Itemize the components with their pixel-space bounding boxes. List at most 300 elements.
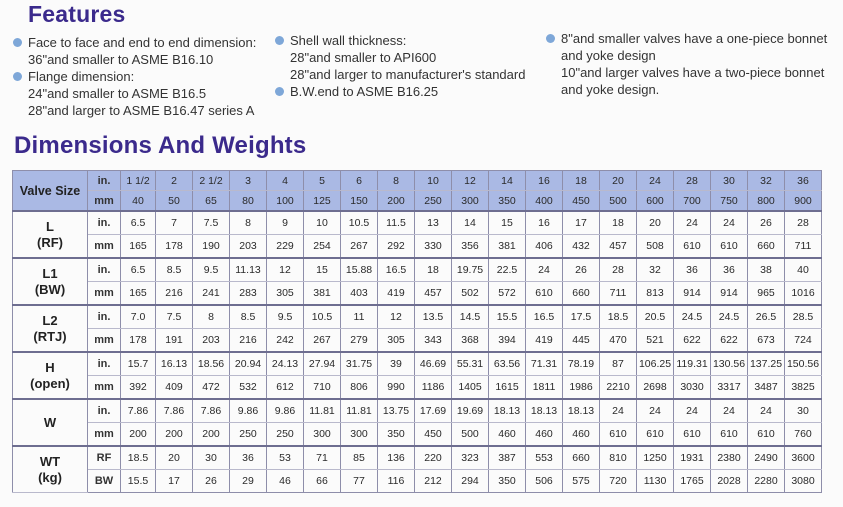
table-cell: 78.19 [563, 352, 600, 376]
table-cell: 710 [304, 376, 341, 400]
size-mm-cell: 500 [600, 191, 637, 212]
table-cell: 7 [156, 211, 193, 235]
table-cell: 283 [230, 282, 267, 306]
table-cell: 24 [674, 211, 711, 235]
table-cell: 24 [711, 399, 748, 423]
table-cell: 116 [378, 470, 415, 493]
feature-text: 36"and smaller to ASME B16.10 [28, 52, 214, 67]
table-cell: 39 [378, 352, 415, 376]
size-mm-cell: 50 [156, 191, 193, 212]
table-cell: 300 [304, 423, 341, 447]
size-mm-cell: 250 [415, 191, 452, 212]
table-cell: 724 [785, 329, 822, 353]
table-cell: 26 [563, 258, 600, 282]
bullet-icon [275, 87, 284, 96]
table-cell: 279 [341, 329, 378, 353]
size-mm-cell: 600 [637, 191, 674, 212]
table-cell: 15.5 [489, 305, 526, 329]
table-cell: 28 [600, 258, 637, 282]
table-cell: 350 [489, 470, 526, 493]
table-cell: 305 [378, 329, 415, 353]
table-cell: 200 [156, 423, 193, 447]
size-mm-cell: 100 [267, 191, 304, 212]
size-in-cell: 2 1/2 [193, 171, 230, 191]
table-cell: 241 [193, 282, 230, 306]
table-cell: 17.69 [415, 399, 452, 423]
feature-item [275, 83, 525, 100]
dimensions-title: Dimensions And Weights [14, 132, 307, 159]
row-label [13, 211, 88, 258]
table-cell: 472 [193, 376, 230, 400]
table-cell: 419 [526, 329, 563, 353]
table-cell: 165 [121, 235, 156, 259]
table-cell: 12 [378, 305, 415, 329]
size-in-cell: 28 [674, 171, 711, 191]
table-cell: 24 [711, 211, 748, 235]
table-cell: 27.94 [304, 352, 341, 376]
table-cell: 18.5 [121, 446, 156, 470]
feature-item [546, 30, 827, 47]
table-cell: 14 [452, 211, 489, 235]
table-cell: 26 [748, 211, 785, 235]
table-cell: 7.5 [156, 305, 193, 329]
table-cell: 63.56 [489, 352, 526, 376]
table-cell: 11 [341, 305, 378, 329]
table-cell: 610 [748, 423, 785, 447]
table-cell: 15.7 [121, 352, 156, 376]
table-cell: 130.56 [711, 352, 748, 376]
dimensions-table [12, 170, 822, 493]
table-cell: 1615 [489, 376, 526, 400]
unit-label: mm [88, 376, 121, 400]
feature-text: 28"and smaller to API600 [290, 50, 437, 65]
table-cell: 87 [600, 352, 637, 376]
table-cell: 11.81 [341, 399, 378, 423]
table-cell: 15.5 [121, 470, 156, 493]
table-cell: 20.5 [637, 305, 674, 329]
table-cell: 1130 [637, 470, 674, 493]
table-cell: 10 [304, 211, 341, 235]
table-cell: 300 [341, 423, 378, 447]
table-cell: 9.5 [267, 305, 304, 329]
size-in-cell: 4 [267, 171, 304, 191]
table-cell: 254 [304, 235, 341, 259]
table-cell: 460 [526, 423, 563, 447]
table-cell: 1931 [674, 446, 711, 470]
table-cell: 711 [600, 282, 637, 306]
table-cell: 17.5 [563, 305, 600, 329]
table-cell: 610 [674, 235, 711, 259]
table-cell: 660 [563, 446, 600, 470]
table-cell: 267 [341, 235, 378, 259]
table-cell: 77 [341, 470, 378, 493]
table-cell: 9.86 [230, 399, 267, 423]
table-cell: 36 [711, 258, 748, 282]
row-label-sub: (kg) [38, 469, 62, 485]
table-cell: 53 [267, 446, 304, 470]
table-cell: 8 [193, 305, 230, 329]
table-cell: 55.31 [452, 352, 489, 376]
table-cell: 1186 [415, 376, 452, 400]
table-cell: 220 [415, 446, 452, 470]
table-cell: 3030 [674, 376, 711, 400]
size-in-cell: 30 [711, 171, 748, 191]
table-cell: 622 [711, 329, 748, 353]
table-cell: 11.81 [304, 399, 341, 423]
unit-label: RF [88, 446, 121, 470]
table-cell: 9.86 [267, 399, 304, 423]
table-cell: 24 [637, 399, 674, 423]
valve-size-header: Valve Size [13, 171, 88, 212]
table-cell: 85 [341, 446, 378, 470]
table-cell: 914 [711, 282, 748, 306]
table-cell: 17 [563, 211, 600, 235]
size-in-cell: 10 [415, 171, 452, 191]
row-label [13, 305, 88, 352]
table-cell: 305 [267, 282, 304, 306]
size-in-cell: 24 [637, 171, 674, 191]
row-label [13, 258, 88, 305]
unit-label: in. [88, 211, 121, 235]
feature-text: and yoke design [561, 48, 656, 63]
table-cell: 532 [230, 376, 267, 400]
feature-item [13, 34, 256, 51]
table-cell: 343 [415, 329, 452, 353]
row-label-main: L [46, 218, 54, 234]
feature-text: 24"and smaller to ASME B16.5 [28, 86, 207, 101]
table-cell: 8.5 [156, 258, 193, 282]
table-cell: 16.5 [526, 305, 563, 329]
size-in-cell: 18 [563, 171, 600, 191]
table-cell: 250 [230, 423, 267, 447]
table-cell: 387 [489, 446, 526, 470]
table-cell: 46.69 [415, 352, 452, 376]
table-cell: 18.13 [563, 399, 600, 423]
table-cell: 250 [267, 423, 304, 447]
table-cell: 450 [415, 423, 452, 447]
row-label [13, 352, 88, 399]
table-cell: 191 [156, 329, 193, 353]
table-cell: 30 [785, 399, 822, 423]
table-cell: 7.86 [193, 399, 230, 423]
feature-text: Face to face and end to end dimension: [28, 35, 257, 50]
unit-label: mm [88, 191, 121, 212]
feature-text: Shell wall thickness: [290, 33, 407, 48]
table-cell: 460 [489, 423, 526, 447]
table-cell: 106.25 [637, 352, 674, 376]
table-cell: 15 [489, 211, 526, 235]
table-cell: 16 [526, 211, 563, 235]
table-cell: 2028 [711, 470, 748, 493]
table-cell: 419 [378, 282, 415, 306]
table-cell: 553 [526, 446, 563, 470]
row-label-main: W [43, 414, 57, 430]
table-cell: 7.0 [121, 305, 156, 329]
table-cell: 2490 [748, 446, 785, 470]
table-cell: 3317 [711, 376, 748, 400]
table-cell: 24 [526, 258, 563, 282]
table-cell: 229 [267, 235, 304, 259]
table-cell: 19.69 [452, 399, 489, 423]
table-cell: 392 [121, 376, 156, 400]
table-cell: 203 [230, 235, 267, 259]
size-in-cell: 12 [452, 171, 489, 191]
unit-label: in. [88, 399, 121, 423]
table-cell: 22.5 [489, 258, 526, 282]
table-cell: 813 [637, 282, 674, 306]
table-cell: 990 [378, 376, 415, 400]
table-cell: 178 [156, 235, 193, 259]
table-cell: 24 [748, 399, 785, 423]
table-cell: 13.5 [415, 305, 452, 329]
table-cell: 368 [452, 329, 489, 353]
table-cell: 18.13 [489, 399, 526, 423]
bullet-icon [13, 38, 22, 47]
table-cell: 660 [563, 282, 600, 306]
table-cell: 15 [304, 258, 341, 282]
size-mm-cell: 150 [341, 191, 378, 212]
table-cell: 24 [674, 399, 711, 423]
table-cell: 1811 [526, 376, 563, 400]
size-in-cell: 5 [304, 171, 341, 191]
table-cell: 610 [674, 423, 711, 447]
table-cell: 190 [193, 235, 230, 259]
table-cell: 610 [600, 423, 637, 447]
unit-label: in. [88, 258, 121, 282]
table-cell: 7.86 [121, 399, 156, 423]
table-cell: 15.88 [341, 258, 378, 282]
table-cell: 38 [748, 258, 785, 282]
table-cell: 36 [230, 446, 267, 470]
feature-text: 10"and larger valves have a two-piece bonnet [561, 65, 825, 80]
table-cell: 610 [711, 235, 748, 259]
table-cell: 720 [600, 470, 637, 493]
table-cell: 294 [452, 470, 489, 493]
table-cell: 292 [378, 235, 415, 259]
table-cell: 24 [600, 399, 637, 423]
bullet-icon [275, 36, 284, 45]
table-cell: 12 [267, 258, 304, 282]
table-cell: 622 [674, 329, 711, 353]
bullet-icon [546, 34, 555, 43]
table-cell: 1016 [785, 282, 822, 306]
table-cell: 71 [304, 446, 341, 470]
size-mm-cell: 900 [785, 191, 822, 212]
size-in-cell: 36 [785, 171, 822, 191]
bullet-icon [13, 72, 22, 81]
table-cell: 660 [748, 235, 785, 259]
table-cell: 506 [526, 470, 563, 493]
unit-label: mm [88, 329, 121, 353]
size-mm-cell: 350 [489, 191, 526, 212]
table-cell: 26 [193, 470, 230, 493]
table-cell: 216 [230, 329, 267, 353]
table-cell: 9 [267, 211, 304, 235]
table-cell: 18.56 [193, 352, 230, 376]
size-mm-cell: 80 [230, 191, 267, 212]
table-cell: 200 [121, 423, 156, 447]
table-cell: 18 [415, 258, 452, 282]
table-cell: 11.5 [378, 211, 415, 235]
feature-text: 28"and larger to ASME B16.47 series A [28, 103, 255, 118]
table-cell: 409 [156, 376, 193, 400]
table-cell: 502 [452, 282, 489, 306]
table-cell: 216 [156, 282, 193, 306]
table-cell: 24.5 [674, 305, 711, 329]
size-mm-cell: 200 [378, 191, 415, 212]
table-cell: 137.25 [748, 352, 785, 376]
table-cell: 200 [193, 423, 230, 447]
table-cell: 3487 [748, 376, 785, 400]
table-cell: 1765 [674, 470, 711, 493]
features-title: Features [28, 1, 126, 27]
table-cell: 6.5 [121, 258, 156, 282]
table-cell: 267 [304, 329, 341, 353]
size-mm-cell: 40 [121, 191, 156, 212]
table-cell: 457 [600, 235, 637, 259]
feature-text: 28"and larger to manufacturer's standard [290, 67, 526, 82]
table-cell: 7.86 [156, 399, 193, 423]
table-cell: 711 [785, 235, 822, 259]
size-in-cell: 20 [600, 171, 637, 191]
table-cell: 8 [230, 211, 267, 235]
size-mm-cell: 125 [304, 191, 341, 212]
features-column-1 [13, 34, 256, 119]
table-cell: 30 [193, 446, 230, 470]
table-cell: 2280 [748, 470, 785, 493]
table-cell: 1986 [563, 376, 600, 400]
table-cell: 9.5 [193, 258, 230, 282]
table-cell: 1250 [637, 446, 674, 470]
size-in-cell: 8 [378, 171, 415, 191]
table-cell: 10.5 [341, 211, 378, 235]
table-cell: 20.94 [230, 352, 267, 376]
table-cell: 178 [121, 329, 156, 353]
feature-text: Flange dimension: [28, 69, 135, 84]
feature-item [275, 32, 525, 49]
table-cell: 330 [415, 235, 452, 259]
table-cell: 8.5 [230, 305, 267, 329]
table-cell: 6.5 [121, 211, 156, 235]
table-cell: 457 [415, 282, 452, 306]
feature-text: and yoke design. [561, 82, 660, 97]
table-cell: 32 [637, 258, 674, 282]
size-mm-cell: 450 [563, 191, 600, 212]
row-label [13, 446, 88, 493]
table-cell: 381 [304, 282, 341, 306]
table-cell: 356 [452, 235, 489, 259]
table-cell: 806 [341, 376, 378, 400]
table-cell: 20 [637, 211, 674, 235]
unit-label: BW [88, 470, 121, 493]
table-cell: 46 [267, 470, 304, 493]
table-cell: 610 [526, 282, 563, 306]
unit-label: in. [88, 171, 121, 191]
table-cell: 3825 [785, 376, 822, 400]
table-cell: 19.75 [452, 258, 489, 282]
table-cell: 18.13 [526, 399, 563, 423]
table-cell: 323 [452, 446, 489, 470]
unit-label: in. [88, 352, 121, 376]
table-cell: 212 [415, 470, 452, 493]
table-cell: 11.13 [230, 258, 267, 282]
table-cell: 18.5 [600, 305, 637, 329]
table-cell: 3080 [785, 470, 822, 493]
size-in-cell: 16 [526, 171, 563, 191]
size-mm-cell: 750 [711, 191, 748, 212]
table-cell: 394 [489, 329, 526, 353]
table-cell: 470 [600, 329, 637, 353]
table-cell: 3600 [785, 446, 822, 470]
table-cell: 760 [785, 423, 822, 447]
row-label-main: L1 [42, 265, 58, 281]
size-mm-cell: 800 [748, 191, 785, 212]
size-mm-cell: 65 [193, 191, 230, 212]
row-label-sub: (RTJ) [33, 328, 67, 344]
table-cell: 150.56 [785, 352, 822, 376]
size-in-cell: 3 [230, 171, 267, 191]
table-cell: 2380 [711, 446, 748, 470]
table-cell: 24.13 [267, 352, 304, 376]
table-cell: 432 [563, 235, 600, 259]
table-cell: 20 [156, 446, 193, 470]
size-mm-cell: 700 [674, 191, 711, 212]
table-cell: 406 [526, 235, 563, 259]
table-cell: 28.5 [785, 305, 822, 329]
table-cell: 26.5 [748, 305, 785, 329]
features-column-2 [275, 32, 525, 100]
table-cell: 71.31 [526, 352, 563, 376]
table-cell: 203 [193, 329, 230, 353]
table-cell: 521 [637, 329, 674, 353]
table-cell: 40 [785, 258, 822, 282]
table-cell: 28 [785, 211, 822, 235]
size-in-cell: 2 [156, 171, 193, 191]
table-cell: 2698 [637, 376, 674, 400]
table-cell: 673 [748, 329, 785, 353]
table-cell: 31.75 [341, 352, 378, 376]
unit-label: mm [88, 282, 121, 306]
row-label [13, 399, 88, 446]
table-cell: 10.5 [304, 305, 341, 329]
row-label-main: L2 [42, 312, 58, 328]
unit-label: in. [88, 305, 121, 329]
table-cell: 810 [600, 446, 637, 470]
table-cell: 1405 [452, 376, 489, 400]
table-cell: 36 [674, 258, 711, 282]
table-cell: 29 [230, 470, 267, 493]
table-cell: 7.5 [193, 211, 230, 235]
row-label-sub: (open) [30, 375, 70, 391]
table-cell: 381 [489, 235, 526, 259]
size-in-cell: 6 [341, 171, 378, 191]
table-cell: 13 [415, 211, 452, 235]
table-cell: 350 [378, 423, 415, 447]
table-cell: 403 [341, 282, 378, 306]
feature-item [13, 68, 256, 85]
table-cell: 17 [156, 470, 193, 493]
table-cell: 24.5 [711, 305, 748, 329]
row-label-main: H [45, 359, 55, 375]
table-cell: 500 [452, 423, 489, 447]
table-cell: 66 [304, 470, 341, 493]
row-label-main: WT [39, 453, 61, 469]
table-cell: 508 [637, 235, 674, 259]
row-label-sub: (RF) [37, 234, 63, 250]
table-cell: 165 [121, 282, 156, 306]
table-cell: 2210 [600, 376, 637, 400]
table-cell: 610 [711, 423, 748, 447]
